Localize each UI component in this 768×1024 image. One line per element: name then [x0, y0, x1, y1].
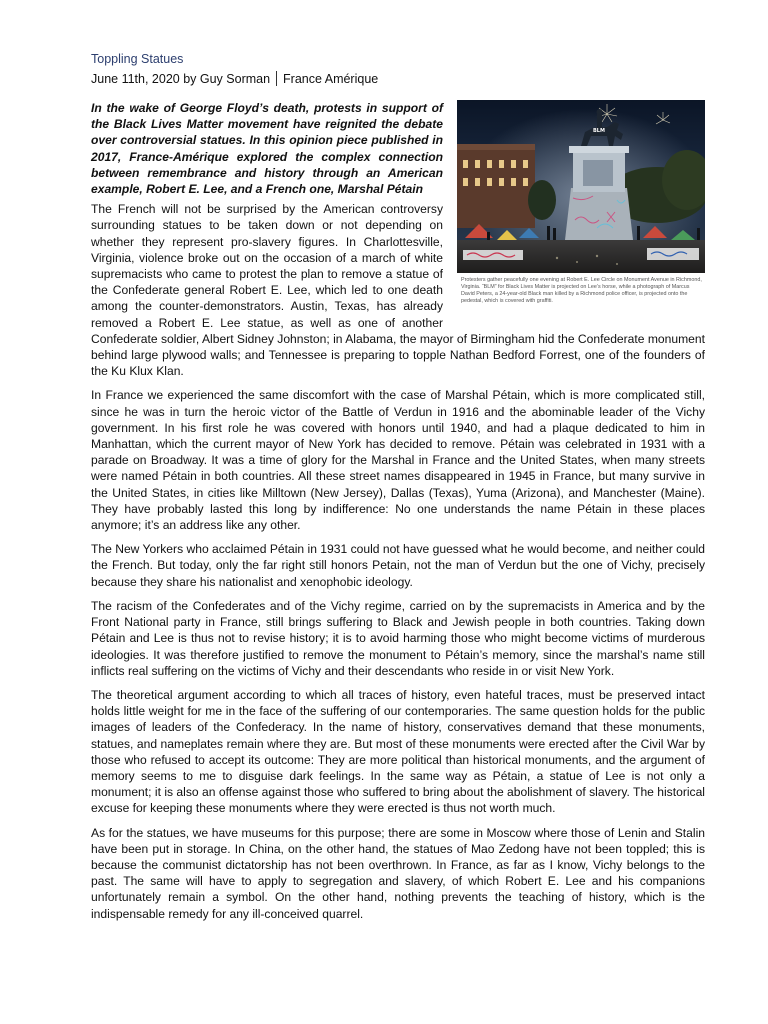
publication-name: France Amérique [283, 72, 379, 86]
article-lede: In the wake of George Floyd’s death, protests in support of the Black Lives Matter movement have reignited the debate over controversial statues. In this opinion piece published in 2017, France-Amérique explored the complex connection between remembrance and history through an American example, Robert E. Lee, and a French one, Marshal Pétain [91, 101, 443, 197]
article-figure [457, 100, 705, 305]
article [91, 50, 705, 930]
body-paragraph-2: In France we experienced the same discomfort with the case of Marshal Pétain, which is more complicated still, since he was in turn the heroic victor of the Battle of Verdun in 1916 and the abominable leader of the Vichy government. In his first role he was covered with honors until 1940, and had a plaque dedicated to him in Manhattan, which the current mayor of New York has decided to remove. Pétain was celebrated in 1931 with a parade on Broadway. It was a time of glory for the Marshal in France and the United States, when many streets were named Pétain in both countries. All these street names disappeared in 1945 in France, but many survive in the United States, in cities like Milltown (New Jersey), Dallas (Texas), Yuma (Arizona), and Manchester (Maine). They have probably lasted this long by indifference: No one understands the name Pétain in these places anymore; it’s an address like any other. [91, 388, 705, 533]
byline [91, 70, 705, 100]
body-paragraph-5: The theoretical argument according to which all traces of history, even hateful traces, must be preserved intact holds little weight for me in the face of the suffering of our contemporaries. The same question holds for the public images of leaders of the Confederacy. In the name of history, conservatives demand that these monuments, statues, and nameplates remain where they are. But most of these monuments were erected after the Civil War by those who refused to accept its outcome: They are more political than historical monuments, and the argument of memory seems to me to disguise dark feelings. In the same way as Pétain, a statue of Lee is not only a monument; it is also an offense against those who suffered to bring about the abolishment of slavery. The historical excuse for keeping these monuments where they were erected is thus not worth much. [91, 687, 705, 816]
projection-text: BLM [593, 128, 605, 134]
body-paragraph-4: The racism of the Confederates and of the Vichy regime, carried on by the supremacists in America and by the Front National party in France, still brings suffering to Black and Jewish people in both countries. Taking down Pétain and Lee is thus not to revise history; it is to avoid harming those who might become victims of murderous ideologies. It was therefore justified to remove the monument to Pétain’s memory, since the marshal’s name still inflicts real suffering on the victims of Vichy and their descendants who reside in or visit New York. [91, 598, 705, 678]
photo-caption: Protesters gather peacefully one evening at Robert E. Lee Circle on Monument Avenue in Richmond, Virginia. “BLM” for Black Lives Matter is projected on Lee’s horse, while a photograph of Marcus David Peters, a 24-year-old Black man killed by a Richmond police officer, is projected onto the pedestal, which is covered with graffiti. [461, 277, 702, 304]
byline-divider [276, 71, 277, 86]
body-paragraph-3: The New Yorkers who acclaimed Pétain in 1931 could not have guessed what he would become, and neither could the French. But today, only the far right still honors Petain, not the man of Verdun but the one of Vichy, precisely because they share his nationalist and xenophobic ideology. [91, 542, 705, 589]
byline-date-author: June 11th, 2020 by Guy Sorman [91, 72, 271, 86]
article-title: Toppling Statues [91, 52, 184, 66]
body-paragraph-6: As for the statues, we have museums for this purpose; there are some in Moscow where those of Lenin and Stalin have been put in storage. In China, on the other hand, the statues of Mao Zedong have not been toppled; this is because the communist dictatorship has not been overthrown. In France, as far as I know, Vichy belongs to the past. The same will have to apply to segregation and slavery, of which Robert E. Lee and his companions unfortunately remain a symbol. On the other hand, nothing prevents the teaching of history, which is the indispensable remedy for any ill-conceived quarrel. [91, 825, 705, 921]
body-paragraph-1: The French will not be surprised by the American controversy surrounding statues to be taken down or not depending on whether they represent pro-slavery figures. In Charlottesville, Virginia, violence broke out on the occasion of a march of white supremacists who came to protest the plan to remove a statue of the Confederate general Robert E. Lee, which led to one death among the counter-demonstrators. Austin, Texas, has already removed a Robert E. Lee statue, as well as one of another Confederate soldier, Albert Sidney Johnston; in Alabama, the mayor of Birmingham hid the Confederate monument behind large plywood walls; and Tennessee is preparing to topple Nathan Bedford Forrest, one of the founders of the Ku Klux Klan. [91, 202, 705, 379]
statue-photo [457, 100, 705, 273]
